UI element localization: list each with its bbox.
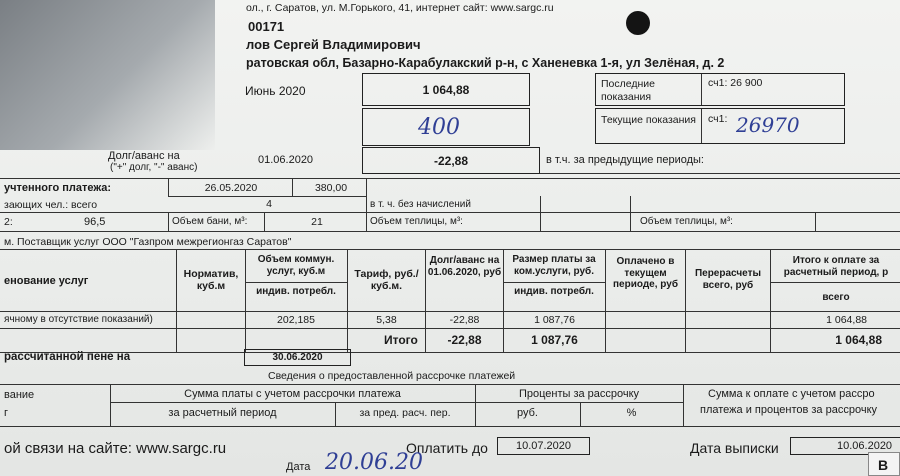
residents-total: 4 (266, 198, 272, 210)
amount-box (362, 73, 530, 106)
th-charge: Размер платы за ком.услуги, руб. (512, 254, 596, 277)
row-volume: 202,185 (277, 314, 315, 326)
prev-readings-box (595, 73, 845, 106)
th-service: енование услуг (4, 275, 89, 287)
residents-label: зающих чел.: всего (4, 199, 98, 211)
account-number: 00171 (248, 19, 285, 34)
footer-site: ой связи на сайте: www.sargc.ru (4, 440, 227, 457)
inst-col3b: % (626, 407, 637, 419)
penalty-date-box (244, 349, 351, 366)
paid-box (362, 108, 530, 146)
issue-date: 10.06.2020 (837, 440, 893, 452)
pay-until-label: Оплатить до (406, 440, 488, 456)
debt-value: -22,88 (433, 154, 469, 168)
amount-due: 1 064,88 (422, 83, 470, 97)
greenhouse-volume-label: Объем теплицы, м³: (370, 216, 463, 227)
inst-col1b: г (4, 407, 9, 419)
greenhouse-volume-label-2: Объем теплицы, м³: (640, 216, 733, 227)
last-payment-date: 26.05.2020 (204, 182, 258, 194)
curr-readings-box (595, 108, 845, 144)
th-total-sub: всего (822, 292, 850, 303)
row-total: 1 064,88 (826, 314, 867, 326)
taskbar-button-label: B (878, 457, 889, 473)
curr-readings-label: Текущие показания (601, 114, 696, 126)
debt-date: 01.06.2020 (258, 154, 314, 166)
penalty-label: рассчитанной пене на (4, 351, 131, 363)
inst-col3: Проценты за рассрочку (518, 388, 640, 400)
row-debt: -22,88 (449, 314, 480, 326)
payer-address: ратовская обл, Базарно-Карабулакский р-н, с Ханеневка 1-я, ул Зелёная, д. 2 (246, 56, 725, 70)
residents-no-charge: в т. ч. без начислений (370, 199, 471, 210)
payer-name: лов Сергей Владимирович (246, 37, 421, 52)
issue-date-label: Дата выписки (690, 440, 779, 456)
debt-box (362, 147, 540, 174)
inst-col2b: за пред. расч. пер. (359, 407, 451, 419)
row-tariff: 5,38 (376, 314, 397, 326)
th-volume-sub: индив. потребл. (256, 286, 336, 297)
installment-title: Сведения о предоставленной рассрочке платежей (268, 370, 516, 382)
itogo-charge: 1 087,76 (531, 333, 578, 347)
pay-until-box (497, 437, 590, 455)
itogo-total: 1 064,88 (835, 333, 882, 347)
debt-sublabel: ("+" долг, "-" аванс) (110, 162, 198, 173)
itogo-label: Итого (384, 333, 418, 347)
area-label: 2: (4, 216, 13, 228)
bath-volume-label: Объем бани, м³: (172, 216, 248, 227)
inst-col4b: платежа и процентов за рассрочку (700, 404, 877, 416)
date-label: Дата (286, 461, 311, 473)
prev-periods-label: в т.ч. за предыдущие периоды: (546, 154, 704, 166)
billing-month: Июнь 2020 (245, 84, 306, 98)
itogo-debt: -22,88 (447, 333, 482, 347)
th-tariff: Тариф, руб./куб.м. (354, 268, 419, 293)
th-total: Итого к оплате за расчетный период, р (783, 255, 889, 278)
curr-meter-handwritten: 26970 (736, 113, 800, 137)
pay-until-date: 10.07.2020 (515, 440, 572, 452)
th-charge-sub: индив. потребл. (514, 286, 594, 297)
punch-hole (626, 11, 650, 35)
th-debt: Долг/аванс на 01.06.2020, руб (427, 255, 502, 278)
th-paid: Оплачено в текущем периоде, руб (612, 256, 678, 290)
paper-fold-shadow (0, 0, 215, 150)
prev-meter-value: сч1: 26 900 (708, 77, 763, 89)
inst-col4: Сумма к оплате с учетом рассро (708, 388, 875, 400)
th-volume: Объем коммун. услуг, куб.м (257, 254, 335, 277)
prev-readings-label: Последние показания (601, 78, 656, 103)
last-payment-amount: 380,00 (314, 182, 348, 194)
supplier-name: м. Поставщик услуг ООО "Газпром межрегионгаз Саратов" (4, 236, 292, 248)
curr-meter-label: сч1: (708, 113, 728, 125)
th-recalc: Перерасчеты всего, руб (694, 268, 762, 291)
date-handwritten: 20.06.20 (325, 450, 423, 475)
company-address: ол., г. Саратов, ул. М.Горького, 41, интернет сайт: www.sargc.ru (246, 2, 554, 14)
penalty-date: 30.06.2020 (272, 352, 323, 363)
paid-handwritten: 400 (418, 115, 460, 140)
th-norm: Норматив, куб.м (183, 268, 239, 293)
inst-col2: Сумма платы с учетом рассрочки платежа (184, 388, 401, 400)
area-value: 96,5 (84, 216, 106, 228)
row-service: ячному в отсутствие показаний) (4, 314, 153, 325)
last-payment-label: учтенного платежа: (4, 182, 112, 194)
taskbar-button[interactable] (868, 452, 900, 476)
bath-volume-value: 21 (311, 216, 323, 228)
row-charge: 1 087,76 (534, 314, 575, 326)
inst-col2a: за расчетный период (168, 407, 277, 419)
inst-col1: вание (4, 389, 35, 401)
debt-label: Долг/аванс на (108, 150, 180, 162)
inst-col3a: руб. (517, 407, 538, 419)
